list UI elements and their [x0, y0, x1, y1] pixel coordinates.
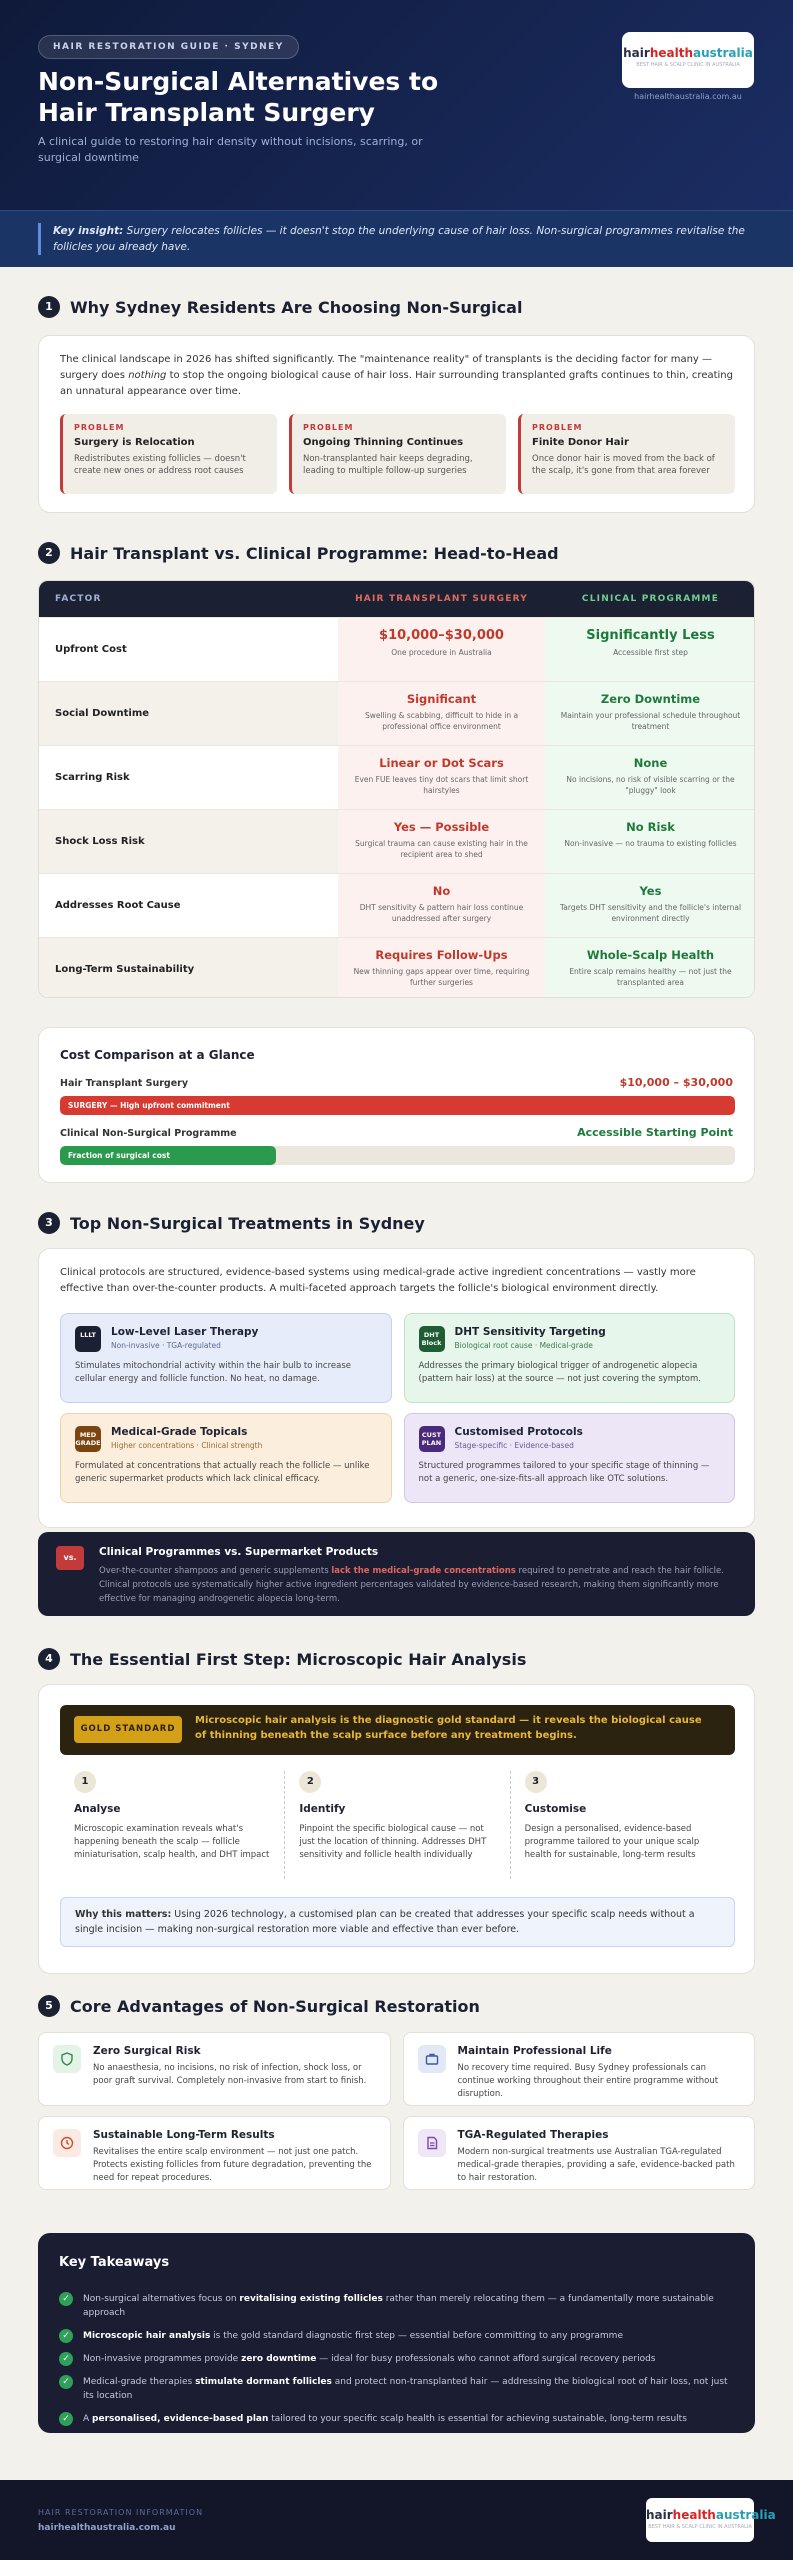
takeaway-text: Non-invasive programmes provide: [83, 2354, 242, 2364]
logo-word-australia: australia: [692, 46, 753, 60]
clock-icon: [53, 2129, 81, 2157]
section-title: Why Sydney Residents Are Choosing Non-Surgical: [70, 297, 523, 317]
section-1-header: [38, 296, 522, 318]
logo-word-hair: hair: [623, 46, 650, 60]
step-number: 3: [525, 1771, 547, 1793]
programme-detail: Entire scalp remains healthy — not just the transplanted area: [569, 967, 732, 987]
gold-standard-banner: [60, 1705, 735, 1755]
step-desc: Design a personalised, evidence-based programme tailored to your unique scalp health for sustainable, long-term results: [524, 1824, 700, 1860]
cost-title: Cost Comparison at a Glance: [60, 1048, 255, 1062]
advantage-desc: No recovery time required. Busy Sydney professionals can continue working throughout their entire programme without disruption.: [457, 2063, 719, 2099]
insight-text: Surgery relocates follicles — it doesn't stop the underlying cause of hair loss. Non-surgical programmes revitalise the follicles you already have.: [53, 225, 745, 253]
programme-detail: Non-invasive — no trauma to existing follicles: [564, 839, 737, 848]
programme-cell: [545, 938, 755, 998]
takeaway-item: [59, 2352, 734, 2366]
guide-tag: HAIR RESTORATION GUIDE · SYDNEY: [38, 35, 299, 59]
table-row: [39, 681, 755, 745]
surgery-cell: [338, 682, 545, 745]
surgery-detail: DHT sensitivity & pattern hair loss continue unaddressed after surgery: [359, 903, 524, 923]
table-row: [39, 873, 755, 937]
factor-cell: Upfront Cost: [55, 644, 127, 655]
briefcase-icon: [418, 2045, 446, 2073]
brand-logo[interactable]: [622, 32, 754, 88]
takeaways-list: [59, 2283, 734, 2426]
analysis-steps: [60, 1771, 735, 1879]
advantage-desc: No anaesthesia, no incisions, no risk of infection, shock loss, or poor graft survival. Completely non-invasive from start to finish.: [93, 2063, 367, 2086]
page-title: Non-Surgical Alternatives to Hair Transplant Surgery: [38, 67, 439, 127]
takeaway-text: A: [83, 2414, 93, 2424]
why-this-matters: Why this matters: Using 2026 technology, a customised plan can be created that addresses your specific scalp needs without a single incision — making non-surgical restoration more viable and effective than ever before.: [60, 1897, 735, 1947]
problem-card: [289, 414, 506, 494]
step-title: Customise: [524, 1803, 587, 1815]
section-number: 1: [38, 296, 60, 318]
section-number: 2: [38, 542, 60, 564]
table-row: [39, 745, 755, 809]
advantage-card: [38, 2116, 391, 2190]
problem-label: PROBLEM: [74, 423, 125, 432]
problem-title: Finite Donor Hair: [532, 437, 629, 448]
footer-url[interactable]: hairhealthaustralia.com.au: [38, 2523, 176, 2533]
surgery-detail: Swelling & scabbing, difficult to hide in a professional office environment: [364, 711, 519, 731]
programme-cell: [545, 874, 755, 937]
key-takeaways: [38, 2233, 755, 2433]
problem-cards: [60, 414, 735, 494]
gold-standard-text: Microscopic hair analysis is the diagnostic gold standard — it reveals the biological cause of thinning beneath the scalp surface before any treatment begins.: [195, 1715, 702, 1741]
factor-cell: Shock Loss Risk: [39, 810, 338, 873]
cost-a-bar: [60, 1096, 735, 1115]
factor-cell: Addresses Root Cause: [55, 900, 181, 911]
section-title: Top Non-Surgical Treatments in Sydney: [70, 1213, 425, 1233]
surgery-cell: [338, 874, 545, 937]
cost-b-label: Clinical Non-Surgical Programme: [60, 1128, 237, 1139]
problem-card: [60, 414, 277, 494]
surgery-detail: Surgical trauma can cause existing hair in the recipient area to shed: [355, 839, 528, 859]
step-number: 2: [299, 1771, 321, 1793]
takeaway-item: [59, 2375, 734, 2403]
advantage-desc: Modern non-surgical treatments use Australian TGA-regulated medical-grade therapies, providing a safe, evidence-backed path to hair restoration.: [457, 2147, 735, 2183]
programme-detail: No incisions, no risk of visible scarring or the "pluggy" look: [566, 775, 735, 795]
advantage-title: TGA-Regulated Therapies: [457, 2129, 609, 2141]
factor-cell: Long-Term Sustainability: [39, 938, 338, 998]
page-subtitle: A clinical guide to restoring hair density without incisions, scarring, or surgical downtime: [38, 135, 423, 164]
problem-desc: Once donor hair is moved from the back of the scalp, it's gone from that area forever: [532, 454, 715, 476]
check-icon: ✓: [59, 2412, 73, 2426]
programme-value: Zero Downtime: [600, 692, 701, 706]
section-3-intro: Clinical protocols are structured, evidence-based systems using medical-grade active ingredient concentrations — vastly more effective than over-the-counter products. A multi-faceted approach targets the follicle's biological environment directly.: [60, 1267, 696, 1294]
treatment-meta: Stage-specific · Evidence-based: [454, 1441, 574, 1450]
surgery-cell: [338, 938, 545, 998]
table-row: [39, 937, 755, 998]
cost-a-label: Hair Transplant Surgery: [60, 1078, 189, 1089]
programme-detail: Accessible first step: [613, 648, 688, 657]
takeaway-emphasis: revitalising existing follicles: [239, 2294, 383, 2304]
insight-label: Key insight:: [53, 225, 124, 237]
section-4-card: [38, 1684, 755, 1974]
surgery-cell: [338, 746, 545, 809]
treatment-desc: Structured programmes tailored to your specific stage of thinning — not a generic, one-size-fits-all approach like OTC solutions.: [418, 1461, 710, 1484]
step-desc: Microscopic examination reveals what's happening beneath the scalp — follicle miniaturisation, scalp health, and DHT impact: [74, 1824, 270, 1860]
treatment-name: DHT Sensitivity Targeting: [454, 1326, 606, 1338]
section-number: 4: [38, 1648, 60, 1670]
surgery-value: Yes — Possible: [393, 820, 490, 834]
advantage-title: Zero Surgical Risk: [93, 2045, 201, 2057]
programme-value: Significantly Less: [586, 628, 715, 643]
problem-label: PROBLEM: [532, 423, 583, 432]
programme-value: Whole-Scalp Health: [586, 948, 715, 962]
document-icon: [418, 2129, 446, 2157]
surgery-cell: [338, 618, 545, 681]
treatment-icon: CUST PLAN: [419, 1426, 445, 1452]
treatment-meta: Higher concentrations · Clinical strength: [111, 1441, 263, 1450]
takeaways-title: Key Takeaways: [59, 2255, 170, 2270]
advantage-desc: Revitalises the entire scalp environment — not just one patch. Protects existing follicles from future degradation, preventing the need for repeat procedures.: [93, 2147, 372, 2183]
section-1-intro: The clinical landscape in 2026 has shifted significantly. The "maintenance reality" of transplants is the deciding factor for many — surgery does nothing to stop the ongoing biological cause of hair loss. Hair surrounding transplanted grafts continues to thin, creating an unnatural appearance over time.: [60, 354, 733, 397]
hero-header: [0, 0, 793, 210]
gold-standard-badge: GOLD STANDARD: [74, 1716, 182, 1743]
section-title: The Essential First Step: Microscopic Hair Analysis: [70, 1649, 527, 1669]
programme-value: None: [633, 756, 668, 770]
surgery-detail: New thinning gaps appear over time, requiring further surgeries: [353, 967, 530, 987]
step-number: 1: [74, 1771, 96, 1793]
takeaway-text: and protect non-transplanted hair — addressing the biological root of hair loss, not just its location: [83, 2377, 728, 2401]
takeaway-emphasis: Microscopic hair analysis: [83, 2331, 211, 2341]
treatment-header: [75, 1426, 377, 1452]
surgery-detail: Even FUE leaves tiny dot scars that limit short hairstyles: [354, 775, 529, 795]
takeaway-text: — ideal for busy professionals who cannot afford surgical recovery periods: [316, 2354, 656, 2364]
programme-detail: Targets DHT sensitivity and the follicle's internal environment directly: [559, 903, 742, 923]
treatment-header: [419, 1426, 721, 1452]
cost-b-bar: [60, 1146, 735, 1165]
problem-title: Ongoing Thinning Continues: [303, 437, 464, 448]
section-5-header: [38, 1995, 480, 2017]
logo-tagline: BEST HAIR & SCALP CLINIC IN AUSTRALIA: [636, 62, 740, 68]
programme-cell: [545, 618, 755, 681]
advantage-title: Maintain Professional Life: [457, 2045, 612, 2057]
treatment-meta: Non-invasive · TGA-regulated: [111, 1341, 221, 1350]
treatment-header: [419, 1326, 721, 1352]
takeaway-emphasis: zero downtime: [241, 2354, 317, 2364]
header-programme: CLINICAL PROGRAMME: [581, 594, 720, 604]
treatment-desc: Stimulates mitochondrial activity within the hair bulb to increase cellular energy and follicle function. No heat, no damage.: [75, 1361, 351, 1384]
table-row: [39, 617, 755, 681]
vs-badge: vs.: [56, 1546, 84, 1570]
section-1-card: [38, 335, 755, 513]
treatment-name: Medical-Grade Topicals: [111, 1426, 248, 1438]
programme-cell: [545, 682, 755, 745]
advantage-title: Sustainable Long-Term Results: [93, 2129, 275, 2141]
takeaway-text: Non-surgical alternatives focus on: [83, 2294, 240, 2304]
section-3-card: [38, 1248, 755, 1528]
treatment-desc: Formulated at concentrations that actually reach the follicle — unlike generic supermarket products which lack clinical efficacy.: [75, 1461, 370, 1484]
key-insight-banner: [0, 210, 793, 267]
vs-title: Clinical Programmes vs. Supermarket Products: [99, 1546, 379, 1558]
takeaway-emphasis: personalised, evidence-based plan: [92, 2414, 269, 2424]
section-2-header: [38, 542, 559, 564]
problem-card: [518, 414, 735, 494]
treatment-name: Customised Protocols: [454, 1426, 583, 1438]
cost-a-value: $10,000 – $30,000: [619, 1076, 733, 1089]
surgery-value: Significant: [406, 692, 477, 706]
header-factor: FACTOR: [55, 594, 102, 604]
programme-cell: [545, 810, 755, 873]
advantage-card: [403, 2032, 756, 2106]
problem-label: PROBLEM: [303, 423, 354, 432]
clinical-vs-supermarket-callout: [38, 1532, 755, 1616]
treatment-icon: MED GRADE: [75, 1426, 101, 1452]
site-url[interactable]: hairhealthaustralia.com.au: [634, 92, 742, 101]
programme-cell: [545, 746, 755, 809]
takeaway-item: [59, 2412, 734, 2426]
problem-title: Surgery is Relocation: [74, 437, 195, 448]
section-3-header: [38, 1212, 425, 1234]
surgery-detail: One procedure in Australia: [391, 648, 492, 657]
programme-value: Yes: [639, 884, 662, 898]
takeaway-text: Medical-grade therapies: [83, 2377, 196, 2387]
treatment-name: Low-Level Laser Therapy: [111, 1326, 259, 1338]
section-title: Hair Transplant vs. Clinical Programme: Head-to-Head: [70, 543, 559, 563]
cost-b-fill: Fraction of surgical cost: [60, 1146, 276, 1165]
table-header: [39, 581, 755, 617]
factor-cell: Scarring Risk: [55, 772, 130, 783]
programme-detail: Maintain your professional schedule throughout treatment: [560, 711, 741, 731]
header-surgery: HAIR TRANSPLANT SURGERY: [355, 594, 528, 604]
analysis-step: [60, 1771, 285, 1879]
analysis-step: [285, 1771, 510, 1879]
takeaway-item: [59, 2329, 734, 2343]
factor-cell: Social Downtime: [39, 682, 338, 745]
advantages-grid: [38, 2032, 755, 2190]
treatment-icon: DHT Block: [419, 1326, 445, 1352]
treatment-header: [75, 1326, 377, 1352]
treatment-meta: Biological root cause · Medical-grade: [454, 1341, 593, 1350]
check-icon: ✓: [59, 2375, 73, 2389]
section-number: 5: [38, 1995, 60, 2017]
check-icon: ✓: [59, 2292, 73, 2306]
surgery-cell: [338, 810, 545, 873]
takeaway-text: tailored to your specific scalp health is essential for achieving sustainable, long-term results: [268, 2414, 687, 2424]
problem-desc: Non-transplanted hair keeps degrading, leading to multiple follow-up surgeries: [303, 454, 473, 476]
section-4-header: [38, 1648, 526, 1670]
section-title: Core Advantages of Non-Surgical Restoration: [70, 1996, 480, 2016]
analysis-step: [511, 1771, 735, 1879]
treatment-icon: LLLT: [75, 1326, 101, 1352]
takeaway-text: is the gold standard diagnostic first step — essential before committing to any programme: [210, 2331, 623, 2341]
treatment-card[interactable]: [404, 1313, 736, 1403]
check-icon: ✓: [59, 2329, 73, 2343]
step-title: Identify: [299, 1803, 346, 1815]
treatment-card[interactable]: [404, 1413, 736, 1503]
takeaway-item: [59, 2292, 734, 2320]
treatment-card[interactable]: [60, 1313, 392, 1403]
vs-description: Over-the-counter shampoos and generic supplements lack the medical-grade concentrations required to penetrate and reach the hair follicle. Clinical protocols use systematically higher active ingredient percentages validated by evidence-based research, making them significantly more effective for managing androgenetic alopecia long-term.: [99, 1566, 724, 1604]
treatment-desc: Addresses the primary biological trigger of androgenetic alopecia (pattern hair loss) at the source — not just covering the symptom.: [418, 1361, 701, 1384]
cost-b-value: Accessible Starting Point: [577, 1126, 733, 1139]
surgery-value: $10,000–$30,000: [379, 628, 504, 643]
advantage-card: [38, 2032, 391, 2106]
comparison-table: [38, 580, 755, 998]
takeaway-emphasis: stimulate dormant follicles: [195, 2377, 332, 2387]
treatment-card[interactable]: [60, 1413, 392, 1503]
advantage-card: [403, 2116, 756, 2190]
surgery-value: Requires Follow-Ups: [375, 948, 508, 962]
surgery-value: Linear or Dot Scars: [379, 756, 504, 770]
cost-comparison-card: [38, 1027, 755, 1183]
table-row: [39, 809, 755, 873]
logo-word-health: health: [649, 46, 693, 60]
check-icon: ✓: [59, 2352, 73, 2366]
treatment-grid: [60, 1313, 735, 1503]
shield-icon: [53, 2045, 81, 2073]
footer: [0, 2480, 793, 2560]
step-title: Analyse: [74, 1803, 121, 1815]
footer-label: HAIR RESTORATION INFORMATION: [38, 2508, 204, 2517]
problem-desc: Redistributes existing follicles — doesn't create new ones or address root causes: [74, 454, 246, 476]
cost-a-fill: SURGERY — High upfront commitment: [60, 1096, 735, 1115]
surgery-value: No: [432, 884, 451, 898]
section-number: 3: [38, 1212, 60, 1234]
takeaway-text: rather than merely relocating them — a fundamentally more sustainable approach: [83, 2294, 714, 2318]
programme-value: No Risk: [626, 820, 675, 834]
step-desc: Pinpoint the specific biological cause — not just the location of thinning. Addresses DHT sensitivity and follicle health individually: [299, 1824, 487, 1860]
footer-logo[interactable]: hairhealthaustralia BEST HAIR & SCALP CLINIC IN AUSTRALIA: [646, 2498, 754, 2542]
